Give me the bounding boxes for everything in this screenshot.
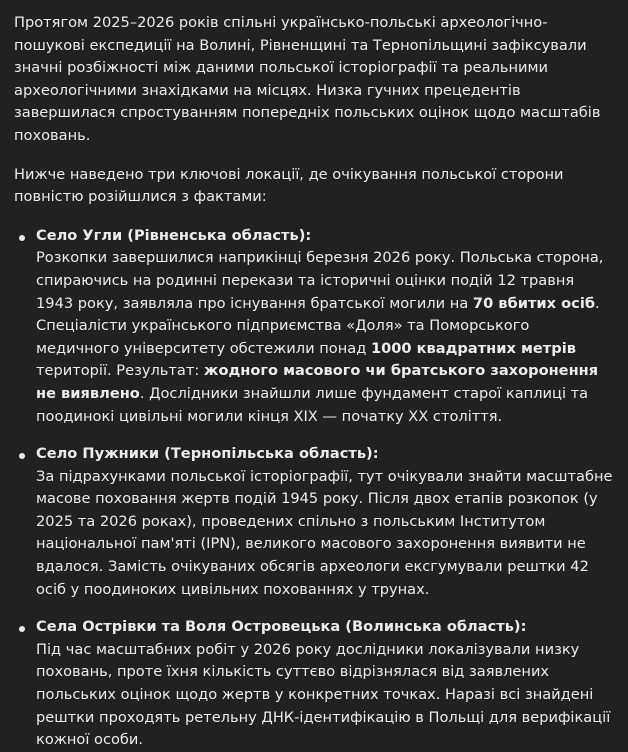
text-segment: . Дослідники знайшли лише фундамент старої каплиці та поодинокі цивільні могили кінця XIX — початку XX століття. [36, 384, 589, 425]
bullet-icon [19, 626, 25, 632]
text-segment: . Спеціалісти українського підприємства «Доля» та Поморського медичного університету обстежили понад [36, 294, 600, 357]
bold-fact: жодного масового чи братського захоронення не виявлено [36, 362, 599, 402]
text-segment: території. Результат: [36, 362, 204, 380]
location-title: Села Острівки та Воля Островецька (Волинська область): [36, 618, 527, 636]
location-description: Під час масштабних робіт у 2026 року дослідники локалізували низку поховань, проте їхня кількість суттєво відрізнялася від заявлених польських оцінок щодо жертв у конкретних точках. Наразі всі знайдені рештки проходять ретельну ДНК-ідентифікацію в Польщі для верифікації кожної особи. [36, 640, 611, 749]
bold-fact: 1000 квадратних метрів [370, 339, 576, 357]
list-item-ostrivky [14, 616, 614, 752]
location-description [36, 247, 614, 428]
bold-fact: 70 вбитих осіб [472, 294, 596, 312]
text-segment: Розкопки завершилися наприкінці березня 2026 року. Польська сторона, спираючись на родинні перекази та історичні оцінки подій 12 травня 1943 року, заявляла про існування братської могили на [36, 249, 604, 312]
intro-paragraph: Протягом 2025–2026 років спільні українсько-польські археологічно-пошукові експедиції на Волині, Рівненщині та Тернопільщині зафіксували значні розбіжності між даними польської історіографії та реальними археологічними знахідками на місцях. Низка гучних прецедентів завершилася спростуванням попередніх польських оцінок щодо масштабів поховань. [14, 14, 601, 144]
list-item-puzhnyky [14, 443, 614, 601]
list-intro-paragraph: Нижче наведено три ключові локації, де очікування польської сторони повністю розійшлися з фактами: [14, 165, 564, 206]
list-item-ugly [14, 225, 614, 428]
locations-list [14, 225, 614, 752]
location-title: Село Пужники (Тернопільська область): [36, 445, 379, 463]
location-title: Село Угли (Рівненська область): [36, 226, 312, 244]
bullet-icon [19, 235, 25, 241]
location-description: За підрахунками польської історіографії, тут очікували знайти масштабне масове поховання жертв подій 1945 року. Після двох етапів розкопок (у 2025 та 2026 роках), проведених спільно з польським Інститутом національної пам'яті (IPN), великого масового захоронення виявити не вдалося. Замість очікуваних обсягів археологи ексгумували рештки 42 осіб у поодиноких цивільних похованнях у трунах. [36, 467, 613, 598]
bullet-icon [19, 453, 25, 459]
